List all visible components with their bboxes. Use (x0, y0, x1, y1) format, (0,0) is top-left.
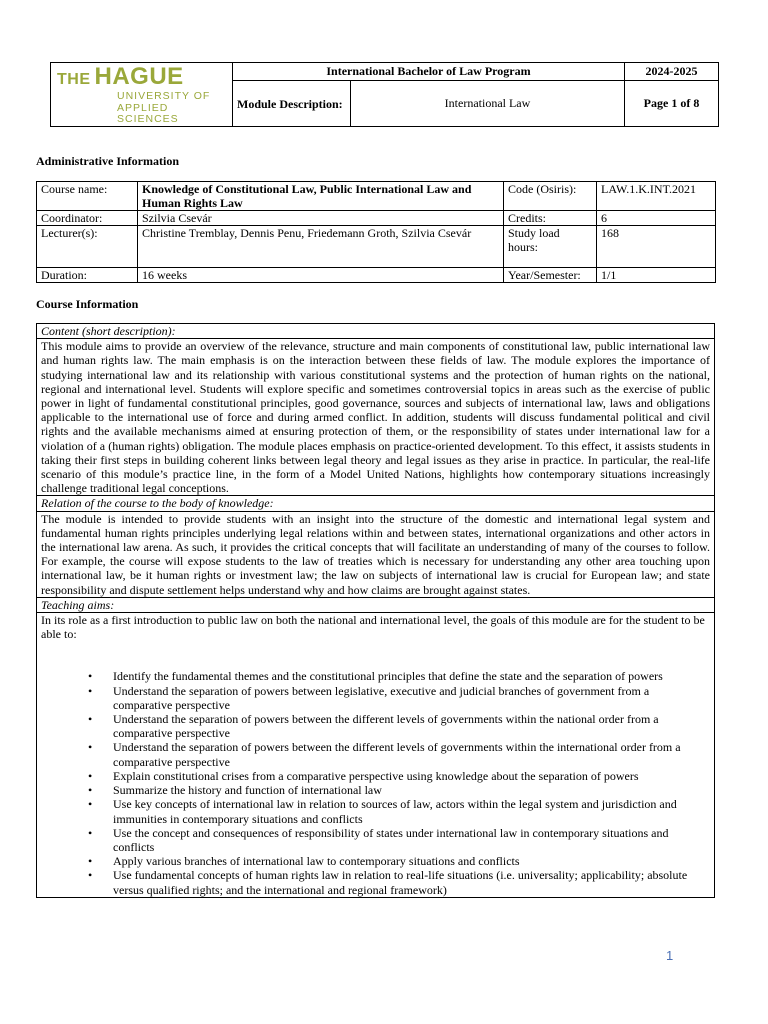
duration-label: Duration: (37, 268, 138, 283)
module-value: International Law (351, 81, 625, 127)
aims-label: Teaching aims: (37, 597, 715, 612)
duration: 16 weeks (138, 268, 504, 283)
aims-list (41, 669, 710, 896)
logo-the: THE (57, 70, 91, 88)
course-code: LAW.1.K.INT.2021 (597, 182, 716, 211)
aim-item: • Use fundamental concepts of human rights law in relation to real-life situations (i.e. universality; applicability; absolute versus qualified rights; and the international and regional framework) (113, 868, 710, 896)
study-load-label: Study load hours: (504, 226, 597, 268)
aim-item: • Identify the fundamental themes and the constitutional principles that define the state and the separation of powers (113, 669, 710, 683)
year-semester-label: Year/Semester: (504, 268, 597, 283)
aim-item: • Use the concept and consequences of responsibility of states under international law in contemporary situations and conflicts (113, 826, 710, 854)
content-text: This module aims to provide an overview of the relevance, structure and main components of constitutional law, public international law and human rights law. The main emphasis is on the interaction between these fields of law. The module explores the importance of studying international law and its relationship with various constitutional systems and the protection of human rights on the national, regional and international level. Students will explore specific and sometimes controversial topics in areas such as the exercise of public power in light of fundamental constitutional principles, good governance, sources and subjects of international law, laws and obligations applicable to the international use of force and during armed conflict. In addition, students will discuss fundamental political and civil rights and the available mechanisms aimed at ensuring protection of them, or the responsibility of states under international law for a violation of a (human rights) obligation. The module places emphasis on practice-oriented development. To this effect, it assists students in taking their first steps in building coherent links between legal theory and legal issues as they arise in practice. In particular, the real-life scenario of this module’s practice line, in the form of a Model United Nations, highlights how contemporary situations increasingly challenge traditional legal conceptions. (37, 339, 715, 496)
program-title: International Bachelor of Law Program (233, 63, 625, 81)
content-label: Content (short description): (37, 324, 715, 339)
aims-intro: In its role as a first introduction to public law on both the national and international level, the goals of this module are for the student to be able to: (41, 613, 705, 642)
university-logo (51, 63, 233, 127)
relation-label: Relation of the course to the body of knowledge: (37, 496, 715, 511)
course-name: Knowledge of Constitutional Law, Public International Law and Human Rights Law (138, 182, 504, 211)
aim-item: • Apply various branches of international law to contemporary situations and conflicts (113, 854, 710, 868)
aim-item: • Understand the separation of powers between the different levels of governments within the national order from a comparative perspective (113, 712, 710, 740)
course-heading: Course Information (36, 297, 139, 311)
aims-cell (37, 613, 715, 898)
logo-line2: APPLIED SCIENCES (117, 102, 179, 125)
lecturers-label: Lecturer(s): (37, 226, 138, 268)
aim-item: • Understand the separation of powers between legislative, executive and judicial branches of government from a comparative perspective (113, 684, 710, 712)
course-name-label: Course name: (37, 182, 138, 211)
course-info-table (36, 323, 715, 898)
page-indicator: Page 1 of 8 (625, 81, 719, 127)
code-label: Code (Osiris): (504, 182, 597, 211)
lecturers: Christine Tremblay, Dennis Penu, Friedemann Groth, Szilvia Csevár (138, 226, 504, 268)
admin-table (36, 181, 716, 283)
coordinator: Szilvia Csevár (138, 211, 504, 226)
admin-heading: Administrative Information (36, 154, 179, 168)
aim-item: • Summarize the history and function of international law (113, 783, 710, 797)
document-header (50, 62, 719, 127)
study-load: 168 (597, 226, 716, 268)
year-semester: 1/1 (597, 268, 716, 283)
relation-text: The module is intended to provide students with an insight into the structure of the domestic and international legal system and fundamental human rights principles underlying legal relations within and between states, international organizations and other actors in the international law arena. As such, it provides the critical concepts that will facilitate an understanding of many of the courses to follow. For example, the course will expose students to the law of treaties which is necessary for understanding any other area touching upon international law, be it human rights or investment law; the law on subjects of international law is crucial for European law; and state responsibility and dispute settlement helps understand why and how claims are brought against states. (37, 511, 715, 597)
coordinator-label: Coordinator: (37, 211, 138, 226)
logo-line1: UNIVERSITY OF (117, 89, 211, 102)
logo-hague: HAGUE (94, 62, 184, 90)
credits: 6 (597, 211, 716, 226)
page-number: 1 (666, 948, 674, 963)
aim-item: • Explain constitutional crises from a comparative perspective using knowledge about the separation of powers (113, 769, 710, 783)
module-label: Module Description: (233, 81, 351, 127)
aim-item: • Understand the separation of powers between the different levels of governments within the international order from a comparative perspective (113, 740, 710, 768)
academic-year: 2024-2025 (625, 63, 719, 81)
aim-item: • Use key concepts of international law in relation to sources of law, actors within the legal system and jurisdiction and immunities in contemporary situations and conflicts (113, 797, 710, 825)
credits-label: Credits: (504, 211, 597, 226)
